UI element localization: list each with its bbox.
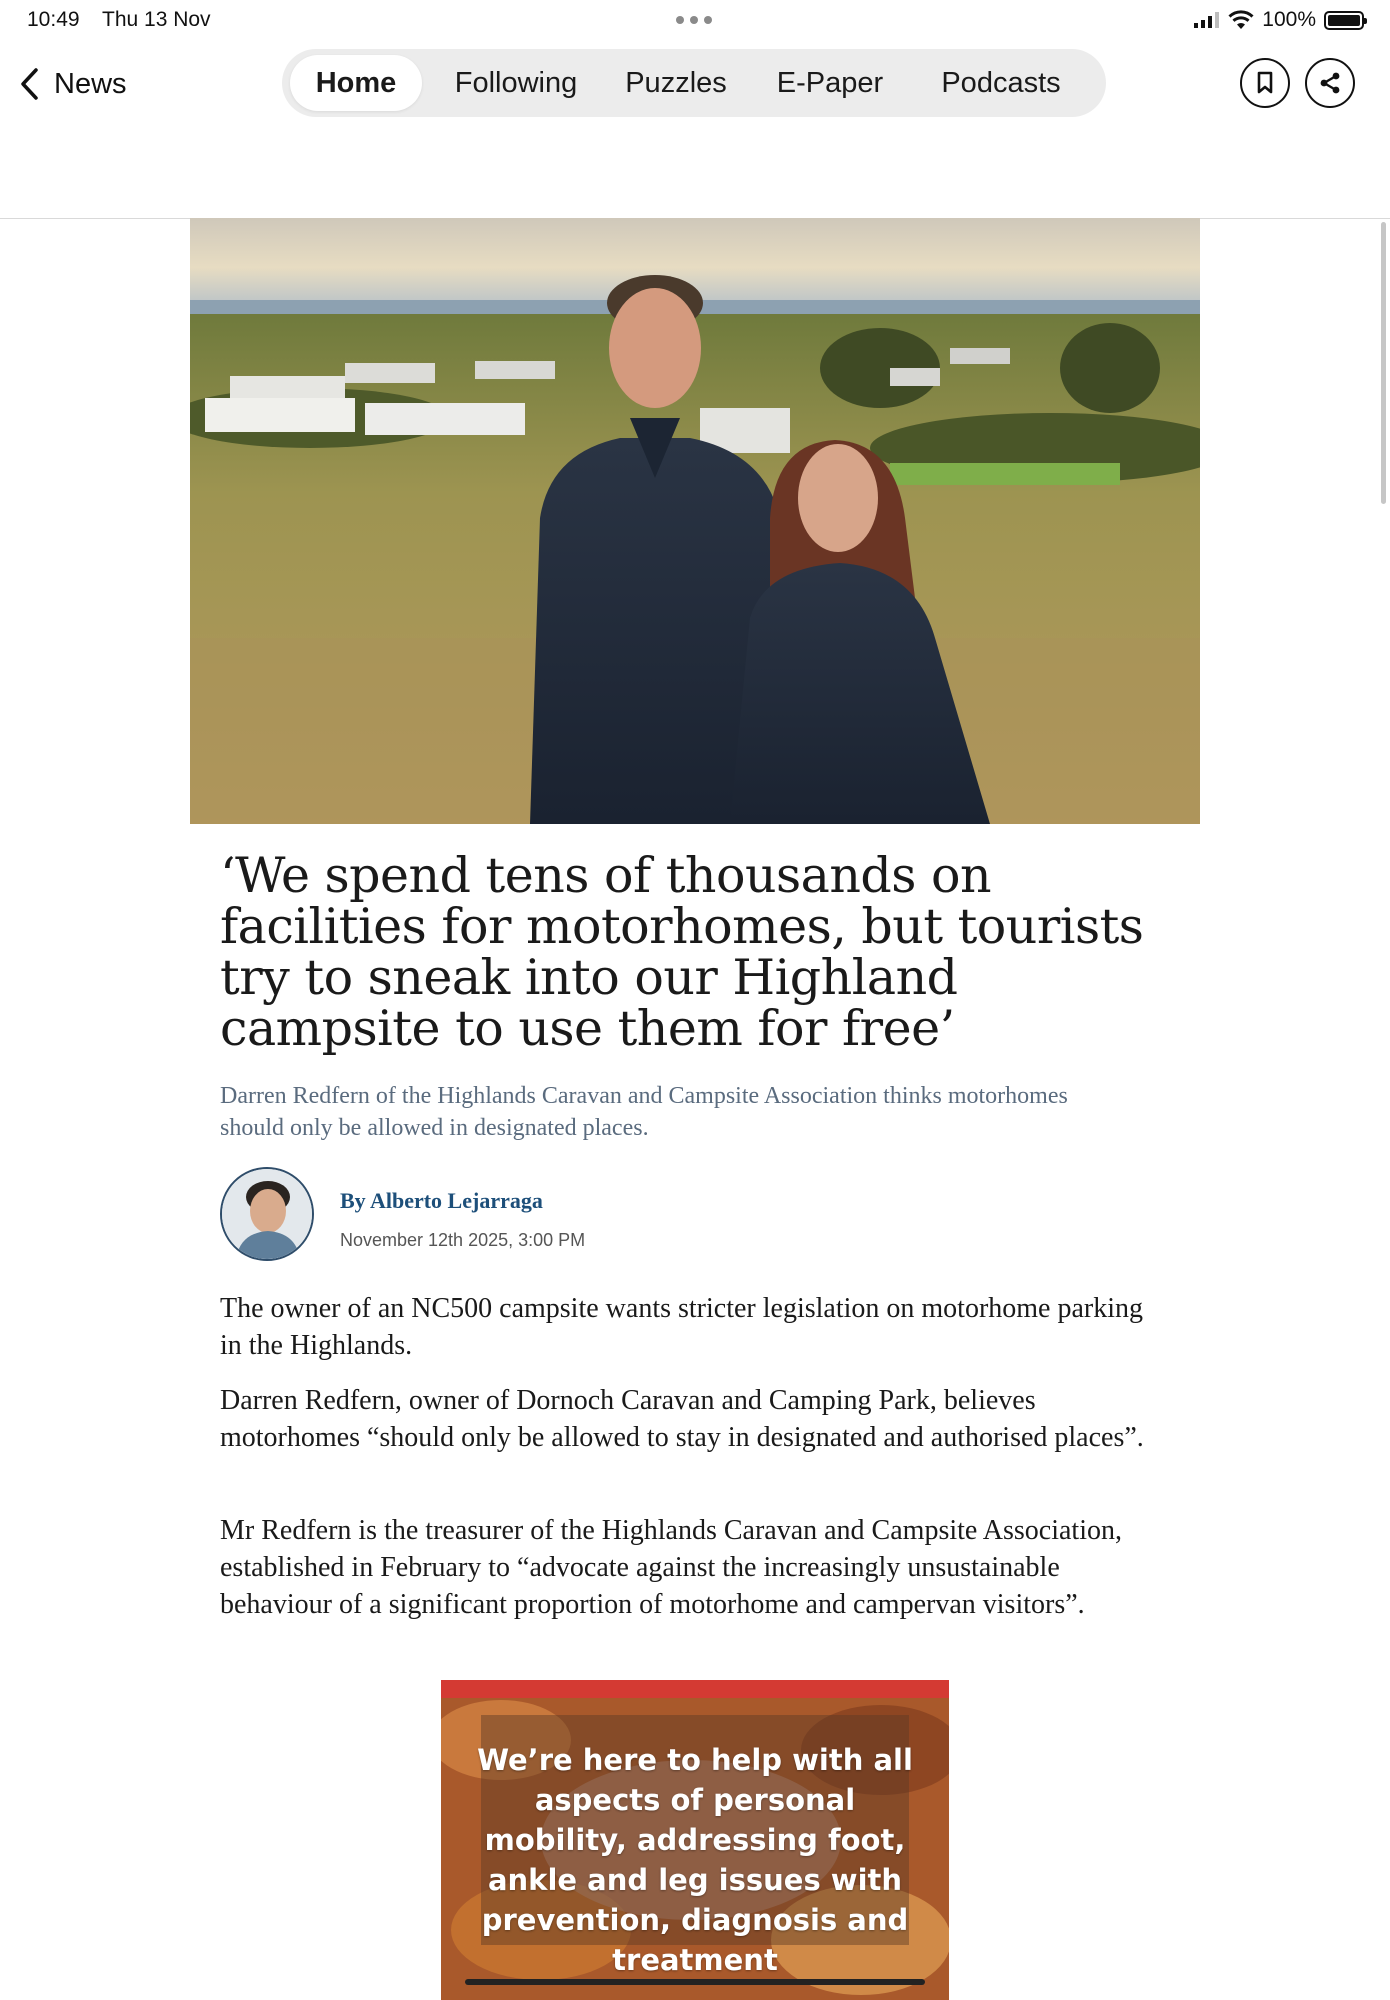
advertisement[interactable]: [441, 1680, 949, 2000]
tab-following[interactable]: Following: [454, 67, 578, 99]
section-tabs: [282, 49, 1106, 117]
author-byline[interactable]: By Alberto Lejarraga: [340, 1188, 543, 1213]
battery-percentage: 100%: [1262, 8, 1316, 31]
status-date: Thu 13 Nov: [102, 8, 211, 31]
tab-home[interactable]: Home: [290, 55, 422, 111]
bookmark-icon: [1255, 71, 1275, 95]
publish-date: November 12th 2025, 3:00 PM: [340, 1230, 586, 1250]
tab-podcasts[interactable]: Podcasts: [941, 67, 1061, 99]
status-indicators: [1194, 7, 1364, 33]
article-paragraph: The owner of an NC500 campsite wants stricter legislation on motorhome parking in the Highlands.: [220, 1293, 1144, 1361]
advert-progress-bar: [465, 1979, 925, 1985]
advert-text: We’re here to help with all aspects of personal mobility, addressing foot, ankle and leg issues with prevention, diagnosis and treatment: [477, 1743, 913, 1977]
status-time: 10:49: [27, 8, 80, 31]
top-navigation: [0, 40, 1390, 219]
battery-icon: [1324, 11, 1364, 30]
bookmark-button[interactable]: [1240, 58, 1290, 108]
wifi-icon: [1228, 10, 1254, 30]
hero-photo: [190, 218, 1200, 824]
scrollbar[interactable]: [1381, 222, 1386, 504]
cellular-signal-icon: [1194, 12, 1220, 28]
chevron-left-icon: [18, 67, 40, 101]
article-headline: ‘We spend tens of thousands on facilities for motorhomes, but tourists try to sneak into our Highland campsite to use them for free’: [220, 847, 1144, 1057]
share-button[interactable]: [1305, 58, 1355, 108]
article-paragraph: Mr Redfern is the treasurer of the Highlands Caravan and Campsite Association, established in February to “advocate against the increasingly unsustainable behaviour of a significant proportion of motorhome and campervan visitors”.: [220, 1515, 1122, 1620]
author-avatar[interactable]: [220, 1167, 314, 1261]
tab-e-paper[interactable]: E-Paper: [776, 67, 884, 99]
share-icon: [1318, 71, 1342, 95]
multitasking-dots-icon[interactable]: [676, 16, 716, 24]
article-paragraph: Darren Redfern, owner of Dornoch Caravan and Camping Park, believes motorhomes “should only be allowed to stay in designated and authorised places”.: [220, 1385, 1144, 1453]
status-bar: [0, 0, 1390, 40]
tab-puzzles[interactable]: Puzzles: [625, 67, 727, 99]
back-button[interactable]: [18, 64, 127, 104]
article-standfirst: Darren Redfern of the Highlands Caravan and Campsite Association thinks motorhomes should only be allowed in designated places.: [220, 1083, 1068, 1141]
back-label: News: [54, 67, 127, 100]
